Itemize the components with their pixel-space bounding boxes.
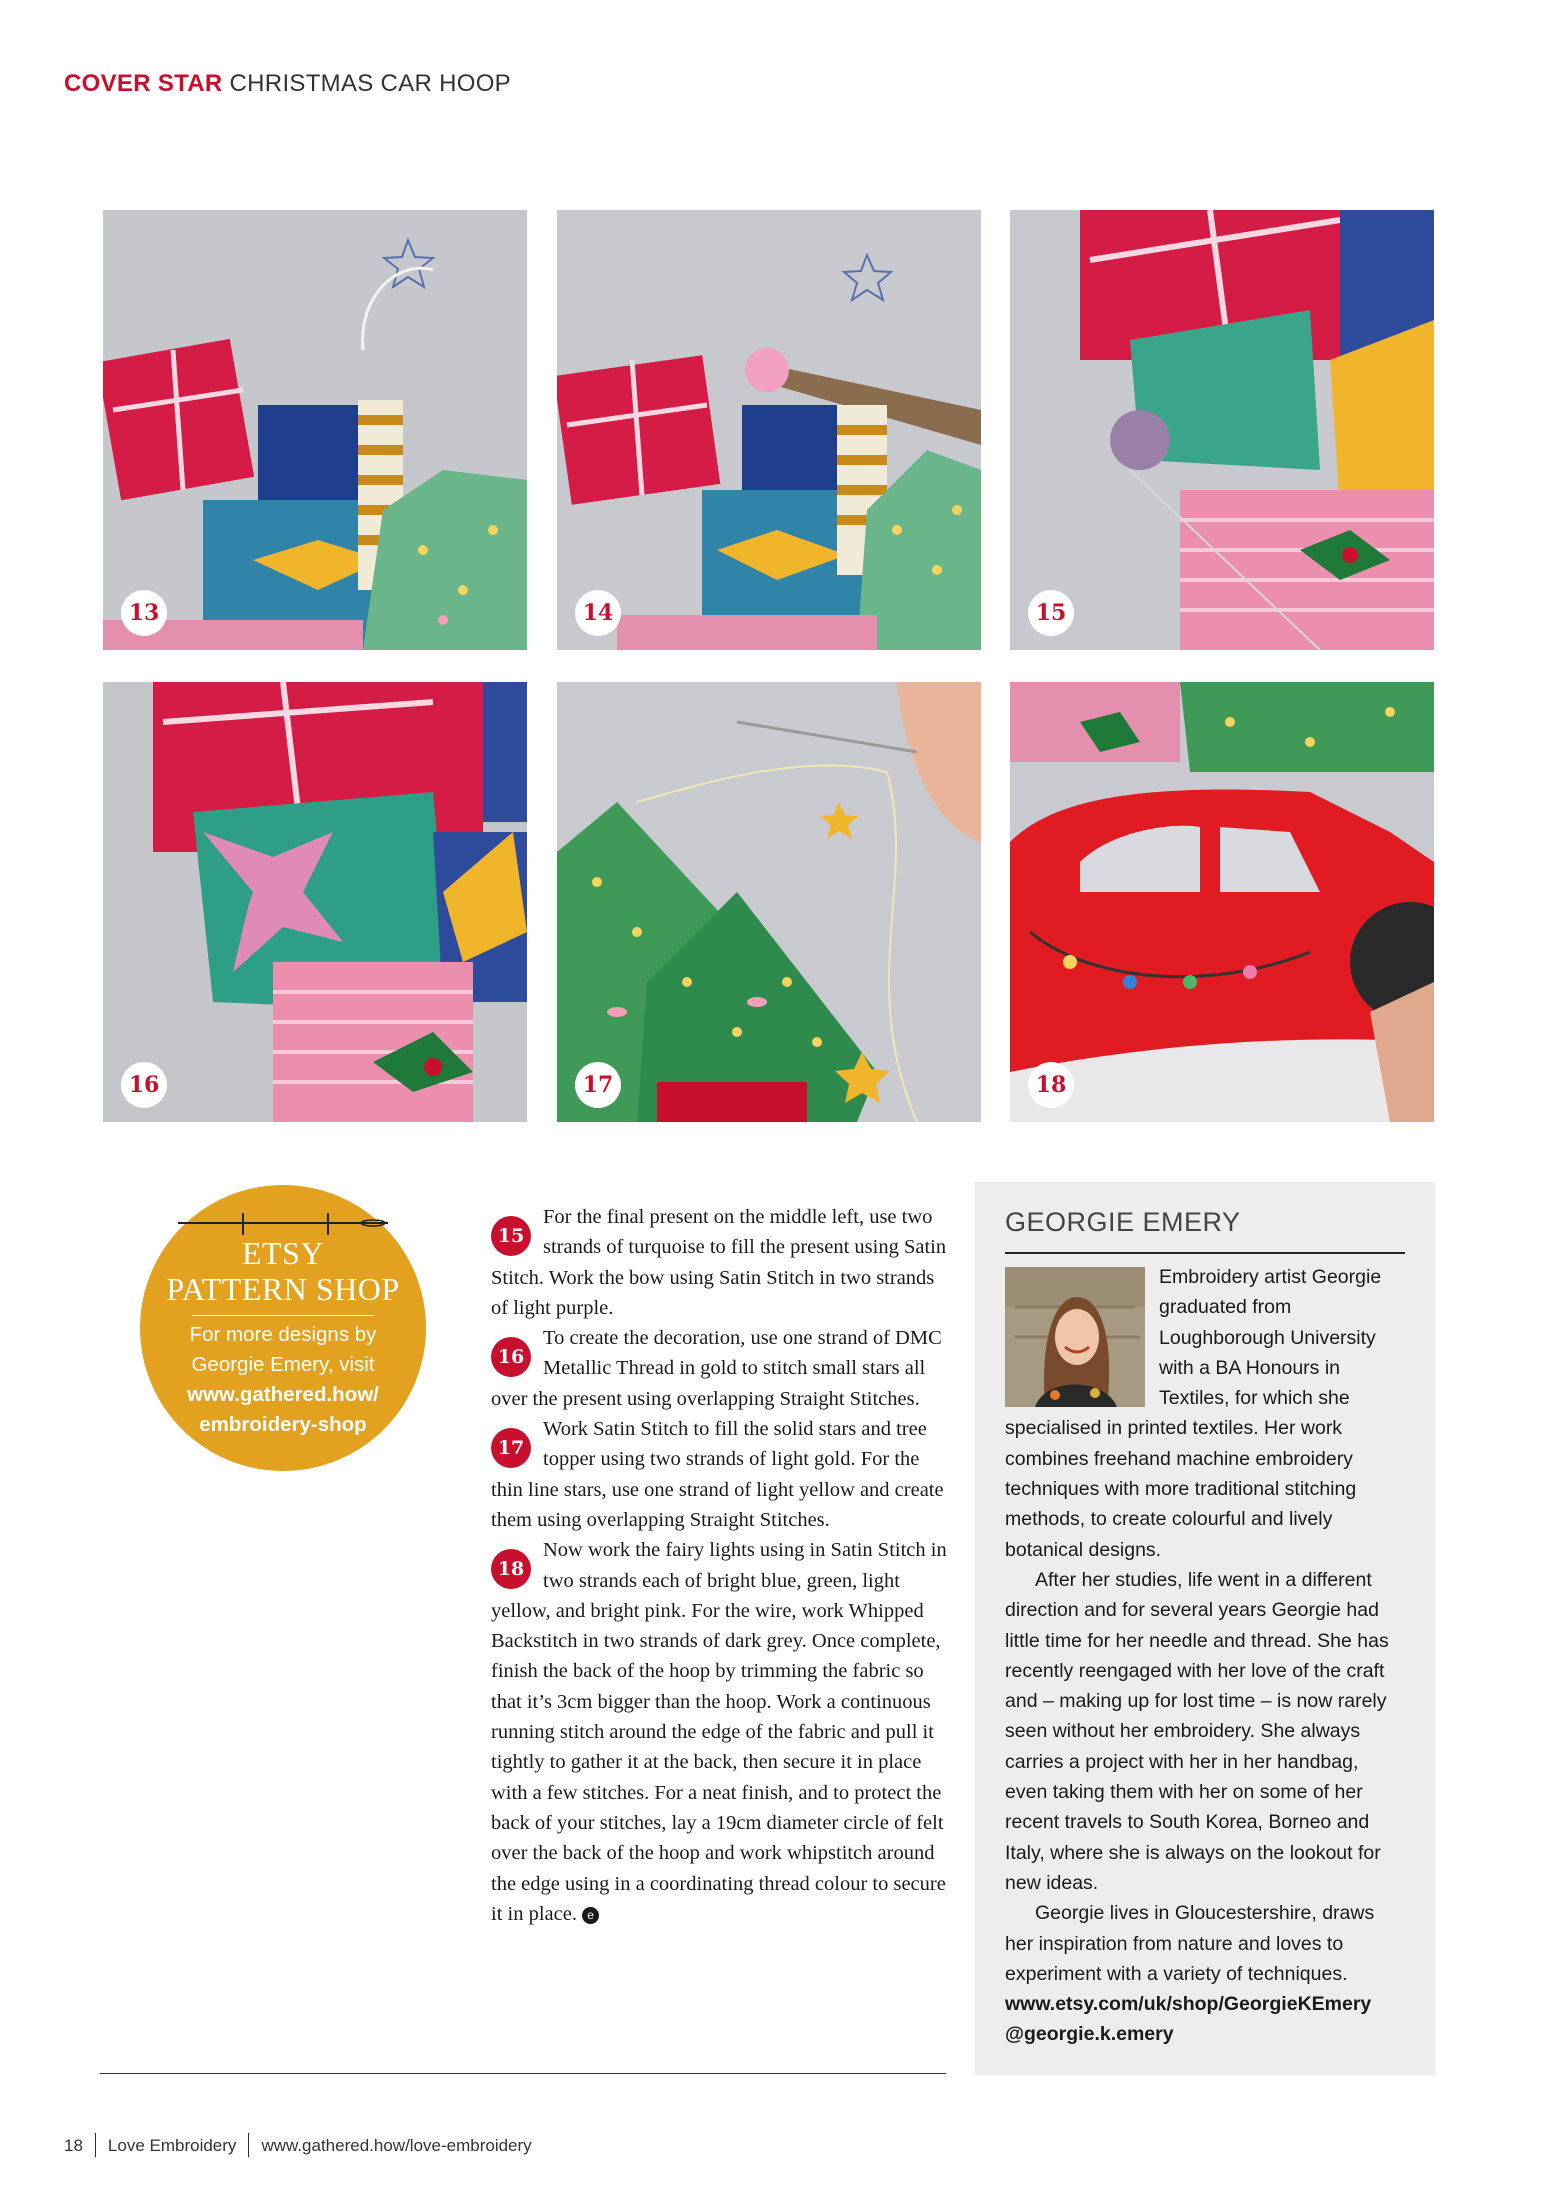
etsy-shop-link[interactable]: www.gathered.how/ [187, 1383, 379, 1406]
step-text: For the final present on the middle left, use two strands of turquoise to fill the present using Satin Stitch. Work the bow using Satin Stitch in two strands of light purple. [491, 1206, 947, 1319]
page-footer [64, 2133, 532, 2157]
badge-divider [192, 1315, 374, 1316]
embroidery-photo-icon [1010, 682, 1434, 1122]
step-photo-15 [1010, 210, 1434, 650]
embroidery-photo-icon [103, 210, 527, 650]
magazine-url-link[interactable]: www.gathered.how/love-embroidery [261, 2136, 532, 2155]
embroidery-photo-icon [1010, 210, 1434, 650]
etsy-shop-url-link[interactable]: www.etsy.com/uk/shop/GeorgieKEmery [1005, 1993, 1372, 2016]
footer-separator [95, 2133, 96, 2157]
photo-step-number: 13 [121, 590, 167, 636]
step-18 [491, 1535, 951, 1929]
magazine-name: Love Embroidery [107, 2136, 237, 2155]
step-photo-13 [103, 210, 527, 650]
footer-separator [248, 2133, 249, 2157]
portrait-photo-icon [1005, 1267, 1145, 1407]
etsy-pattern-shop-badge [140, 1185, 426, 1471]
running-header [64, 70, 511, 98]
step-number-badge: 16 [491, 1337, 531, 1377]
step-16 [491, 1323, 951, 1414]
embroidery-photo-icon [557, 210, 981, 650]
step-number-badge: 17 [491, 1428, 531, 1468]
etsy-shop-link-cont[interactable]: embroidery-shop [199, 1413, 367, 1436]
step-number-badge: 15 [491, 1216, 531, 1256]
photo-step-number: 17 [575, 1062, 621, 1108]
bio-paragraph-2: After her studies, life went in a different direction and for several years Georgie had little time for her needle and thread. She has recently reengaged with her love of the craft and – making up for lost time – is now rarely seen without her embroidery. She always carries a project with her in her handbag, even taking them with her on some of her recent travels to South Korea, Borneo and Italy, where she is always on the lookout for new ideas. [1005, 1568, 1389, 1894]
step-15 [491, 1202, 951, 1323]
etsy-badge-text: For more designs by Georgie Emery, visit www.gathered.how/ embroidery-shop [160, 1320, 406, 1440]
step-photo-14 [557, 210, 981, 650]
designer-portrait [1005, 1267, 1145, 1407]
embroidery-photo-icon [103, 682, 527, 1122]
column-end-rule [100, 2073, 946, 2074]
article-title: CHRISTMAS CAR HOOP [229, 70, 511, 97]
bio-paragraph-1: Embroidery artist Georgie graduated from Loughborough University with a BA Honours in Textiles, for which she specialised in printed textiles. Her work combines freehand machine embroidery techniques with more traditional stitching methods, to create colourful and lively botanical designs. [1005, 1266, 1382, 1561]
instagram-handle-link[interactable]: @georgie.k.emery [1005, 2023, 1174, 2046]
embroidery-photo-icon [557, 682, 981, 1122]
photo-step-number: 16 [121, 1062, 167, 1108]
bio-divider [1005, 1252, 1405, 1254]
section-kicker: COVER STAR [64, 70, 223, 97]
step-photo-16 [103, 682, 527, 1122]
page-number: 18 [64, 2136, 83, 2155]
photo-step-number: 14 [575, 590, 621, 636]
bio-paragraph-3: Georgie lives in Gloucestershire, draws her inspiration from nature and loves to experiment with a variety of techniques. [1005, 1902, 1375, 1985]
bio-body [1005, 1262, 1405, 2050]
step-text: Now work the fairy lights using in Satin Stitch in two strands each of bright blue, green, light yellow, and bright pink. For the wire, work Whipped Backstitch in two strands of dark grey. Once complete, finish the back of the hoop by trimming the fabric so that it’s 3cm bigger than the hoop. Work a continuous running stitch around the edge of the fabric and pull it tightly to gather it at the back, then secure it in place with a few stitches. For a neat finish, and to protect the back of your stitches, lay a 19cm diameter circle of felt over the back of the hoop and work whipstitch around the edge using in a coordinating thread colour to secure it in place. [491, 1539, 947, 1925]
designer-name: GEORGIE EMERY [1005, 1207, 1241, 1237]
step-text: To create the decoration, use one strand of DMC Metallic Thread in gold to stitch small stars all over the present using overlapping Straight Stitches. [491, 1327, 942, 1410]
photo-step-number: 18 [1028, 1062, 1074, 1108]
designer-bio-box [975, 1182, 1435, 2075]
step-number-badge: 18 [491, 1549, 531, 1589]
step-photo-17 [557, 682, 981, 1122]
photo-step-number: 15 [1028, 590, 1074, 636]
etsy-badge-title: ETSY PATTERN SHOP [166, 1235, 400, 1307]
instructions-column [491, 1202, 951, 1929]
end-of-article-icon: e [582, 1907, 599, 1924]
step-17 [491, 1414, 951, 1535]
step-text: Work Satin Stitch to fill the solid stars and tree topper using two strands of light gold. For the thin line stars, use one strand of light yellow and create them using overlapping Straight Stitches. [491, 1418, 944, 1531]
step-photo-18 [1010, 682, 1434, 1122]
